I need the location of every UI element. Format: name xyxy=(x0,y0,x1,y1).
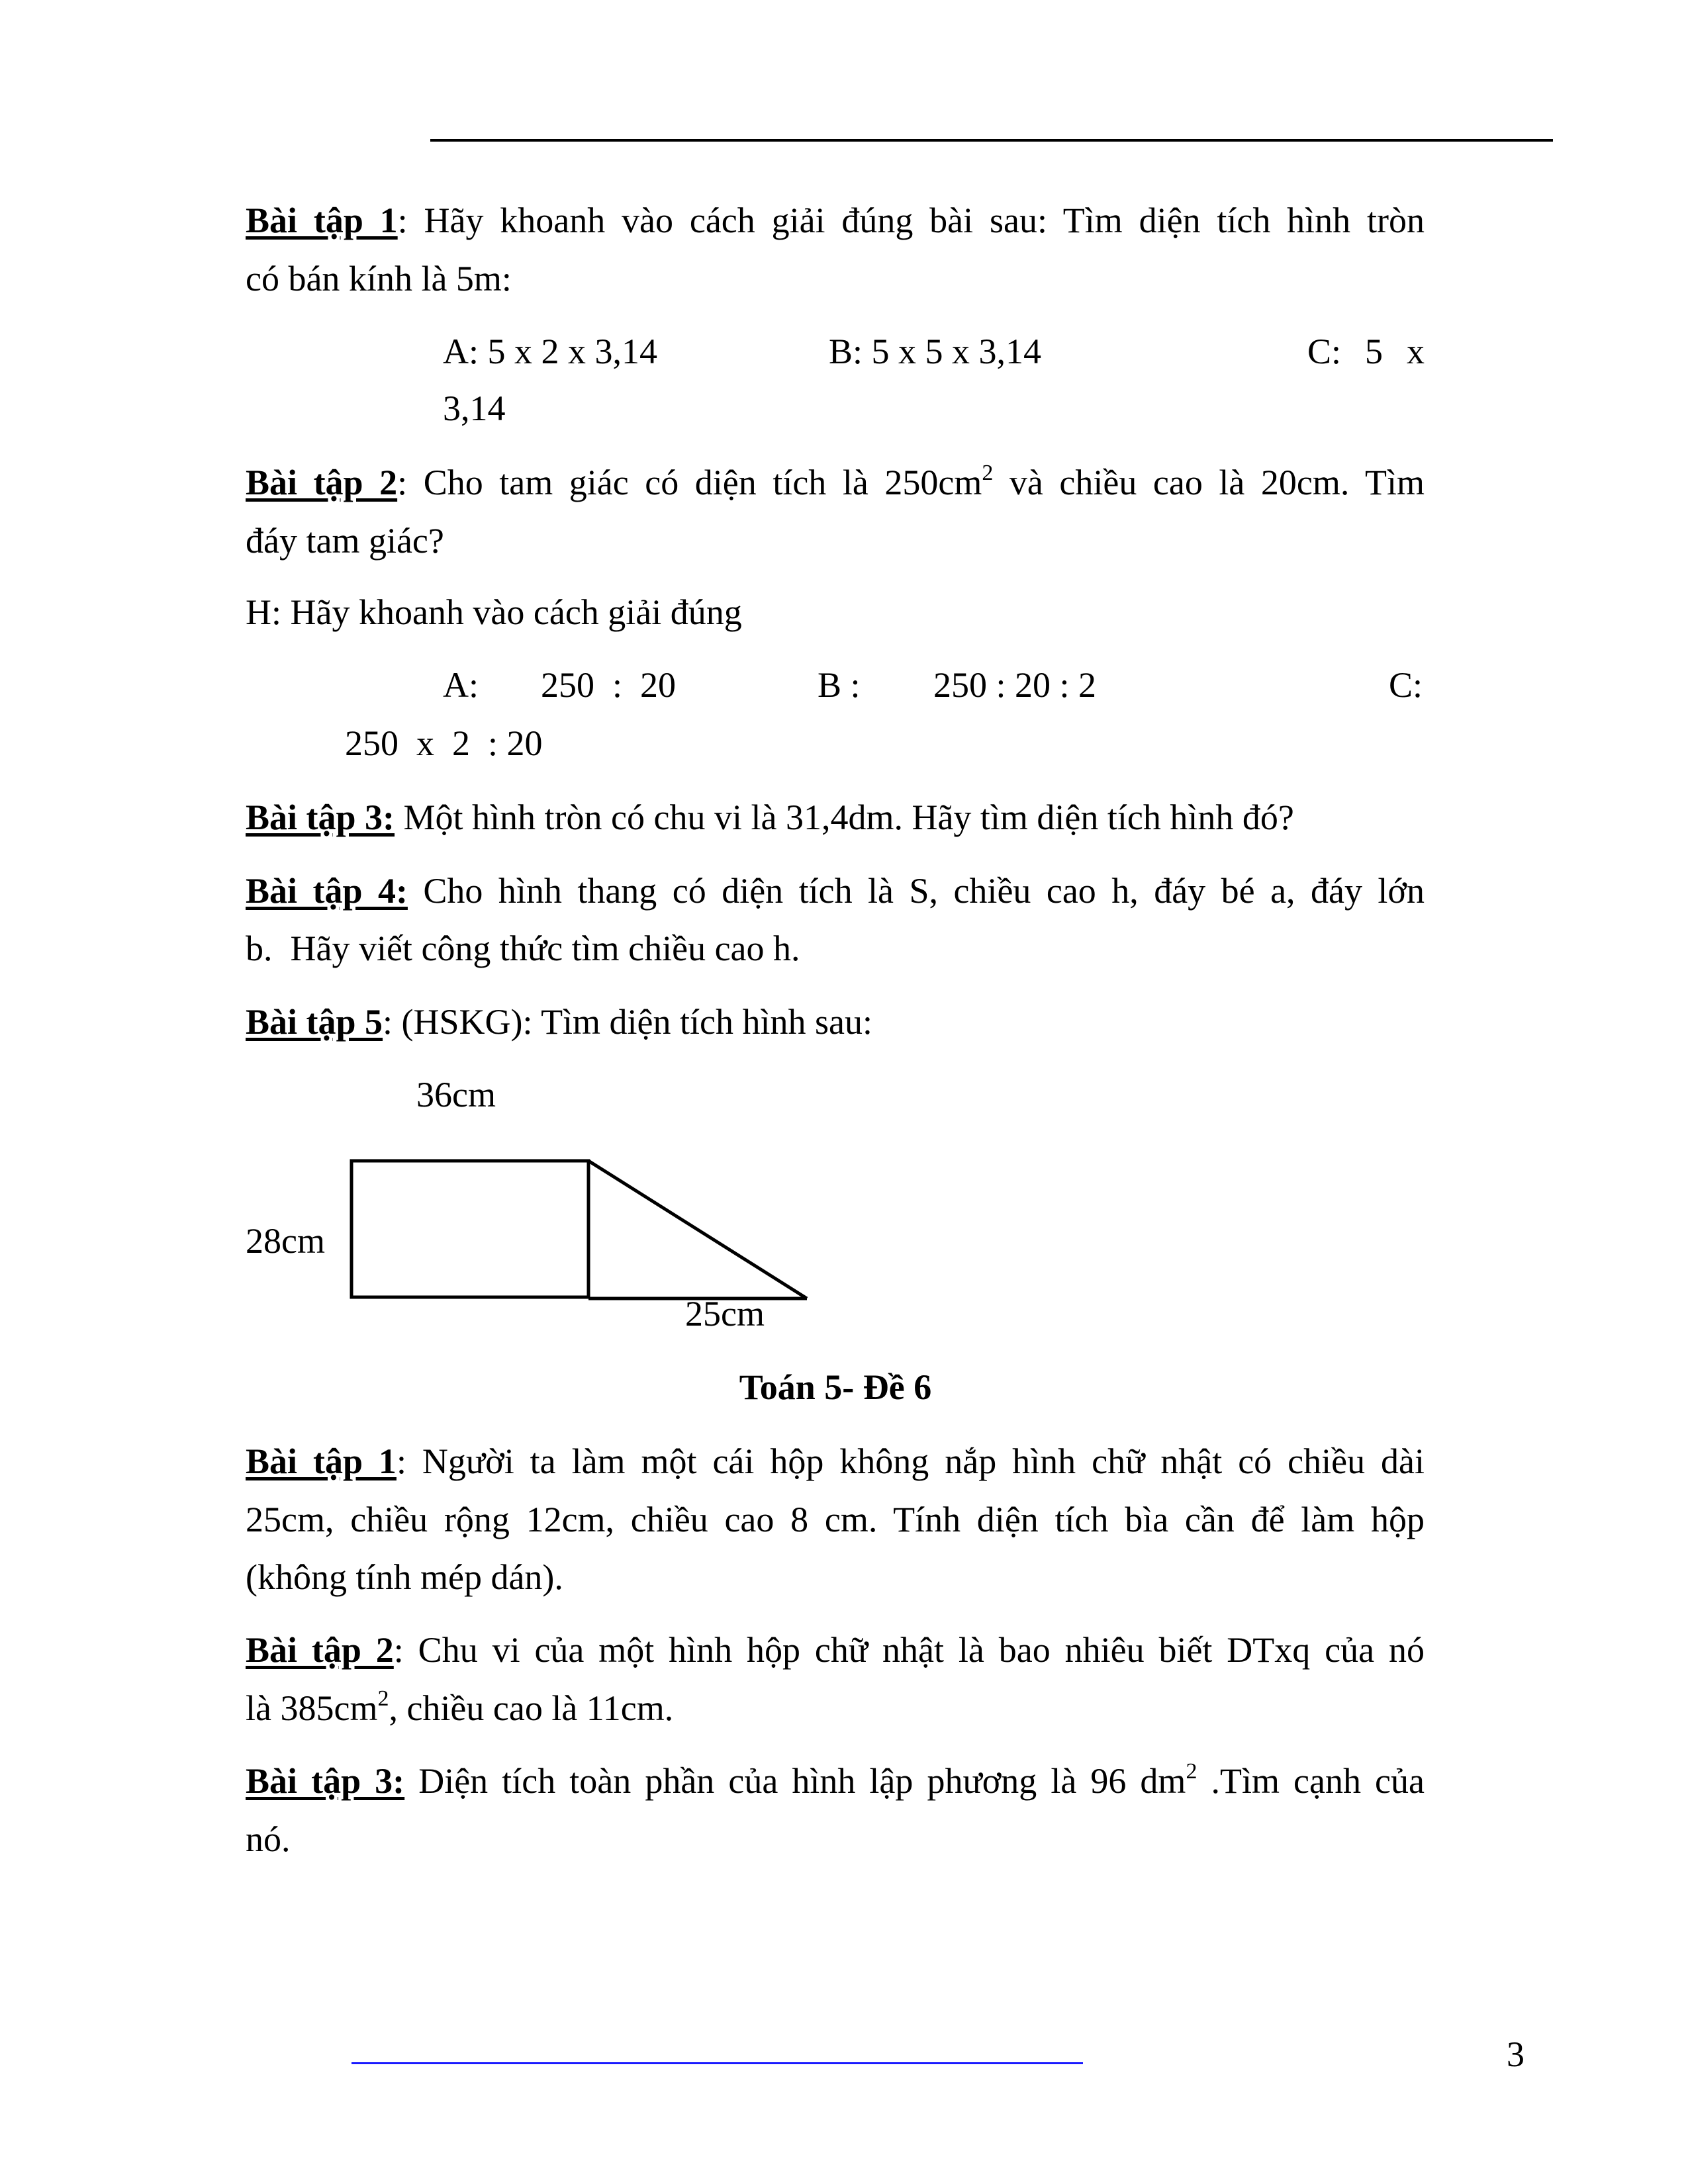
footer-rule xyxy=(352,2062,1083,2064)
superscript: 2 xyxy=(982,461,994,485)
text: Diện tích toàn phần của hình lập phương là 96 dm xyxy=(404,1761,1186,1801)
exercise-label: Bài tập 3: xyxy=(246,1761,405,1801)
text: .Tìm cạnh của xyxy=(1197,1761,1425,1801)
exercise-label: Bài tập 1 xyxy=(246,201,398,240)
s2-ex2-line1 xyxy=(246,1629,1425,1671)
page-number: 3 xyxy=(1507,2034,1524,2074)
s2-ex3-line1 xyxy=(246,1760,1425,1802)
figure-bottom-label: 25cm xyxy=(685,1294,765,1334)
text: : Chu vi của một hình hộp chữ nhật là bao nhiêu biết DTxq của nó xyxy=(393,1630,1425,1670)
figure-rectangle xyxy=(352,1161,588,1297)
s1-ex2-line2: đáy tam giác? xyxy=(246,521,444,561)
option-a-label: A: xyxy=(443,665,479,705)
s1-ex4-line2: b. Hãy viết công thức tìm chiều cao h. xyxy=(246,929,800,968)
option-c-label: C: xyxy=(1389,665,1423,705)
exercise-label: Bài tập 2 xyxy=(246,463,398,502)
option-a: A: 5 x 2 x 3,14 xyxy=(443,332,657,371)
text: : Người ta làm một cái hộp không nắp hình chữ nhật có chiều dài xyxy=(396,1441,1425,1481)
option-c-cont: 3,14 xyxy=(443,388,506,428)
s1-ex1-line2: có bán kính là 5m: xyxy=(246,259,512,298)
s1-ex2-hint: H: Hãy khoanh vào cách giải đúng xyxy=(246,592,742,632)
option-b: B: 5 x 5 x 3,14 xyxy=(829,332,1042,371)
option-b: 250 : 20 : 2 xyxy=(933,665,1097,705)
s2-ex1-line2: 25cm, chiều rộng 12cm, chiều cao 8 cm. Tính diện tích bìa cần để làm hộp xyxy=(246,1500,1425,1539)
exercise-label: Bài tập 1 xyxy=(246,1441,397,1481)
figure-hypotenuse xyxy=(588,1161,807,1298)
option-c: C: 5 x xyxy=(1307,332,1425,371)
text: Cho hình thang có diện tích là S, chiều cao h, đáy bé a, đáy lớn xyxy=(407,871,1425,911)
text: và chiều cao là 20cm. Tìm xyxy=(993,463,1425,502)
text: : Hãy khoanh vào cách giải đúng bài sau: Tìm diện tích hình tròn xyxy=(397,201,1425,240)
superscript: 2 xyxy=(377,1686,389,1711)
figure-left-label: 28cm xyxy=(246,1221,325,1261)
superscript: 2 xyxy=(1186,1759,1197,1784)
exercise-label: Bài tập 5 xyxy=(246,1002,383,1042)
s2-ex3-line2: nó. xyxy=(246,1819,291,1859)
figure-top-label: 36cm xyxy=(416,1075,496,1115)
text: , chiều cao là 11cm. xyxy=(389,1688,674,1728)
section-title: Toán 5- Đề 6 xyxy=(739,1367,932,1407)
s2-ex1-line3: (không tính mép dán). xyxy=(246,1557,563,1597)
text: là 385cm xyxy=(246,1688,378,1728)
option-c: 250 x 2 : 20 xyxy=(345,723,543,763)
s2-ex1-line1 xyxy=(246,1440,1425,1482)
option-b-label: B : xyxy=(818,665,861,705)
exercise-label: Bài tập 2 xyxy=(246,1630,394,1670)
s2-ex2-line2 xyxy=(246,1687,673,1729)
text: : Cho tam giác có diện tích là 250cm xyxy=(397,463,982,502)
text: : (HSKG): Tìm diện tích hình sau: xyxy=(383,1002,872,1042)
exercise-label: Bài tập 4: xyxy=(246,871,408,911)
option-a: 250 : 20 xyxy=(541,665,677,705)
exercise-label: Bài tập 3: xyxy=(246,797,395,837)
text: Một hình tròn có chu vi là 31,4dm. Hãy tìm diện tích hình đó? xyxy=(395,797,1294,837)
